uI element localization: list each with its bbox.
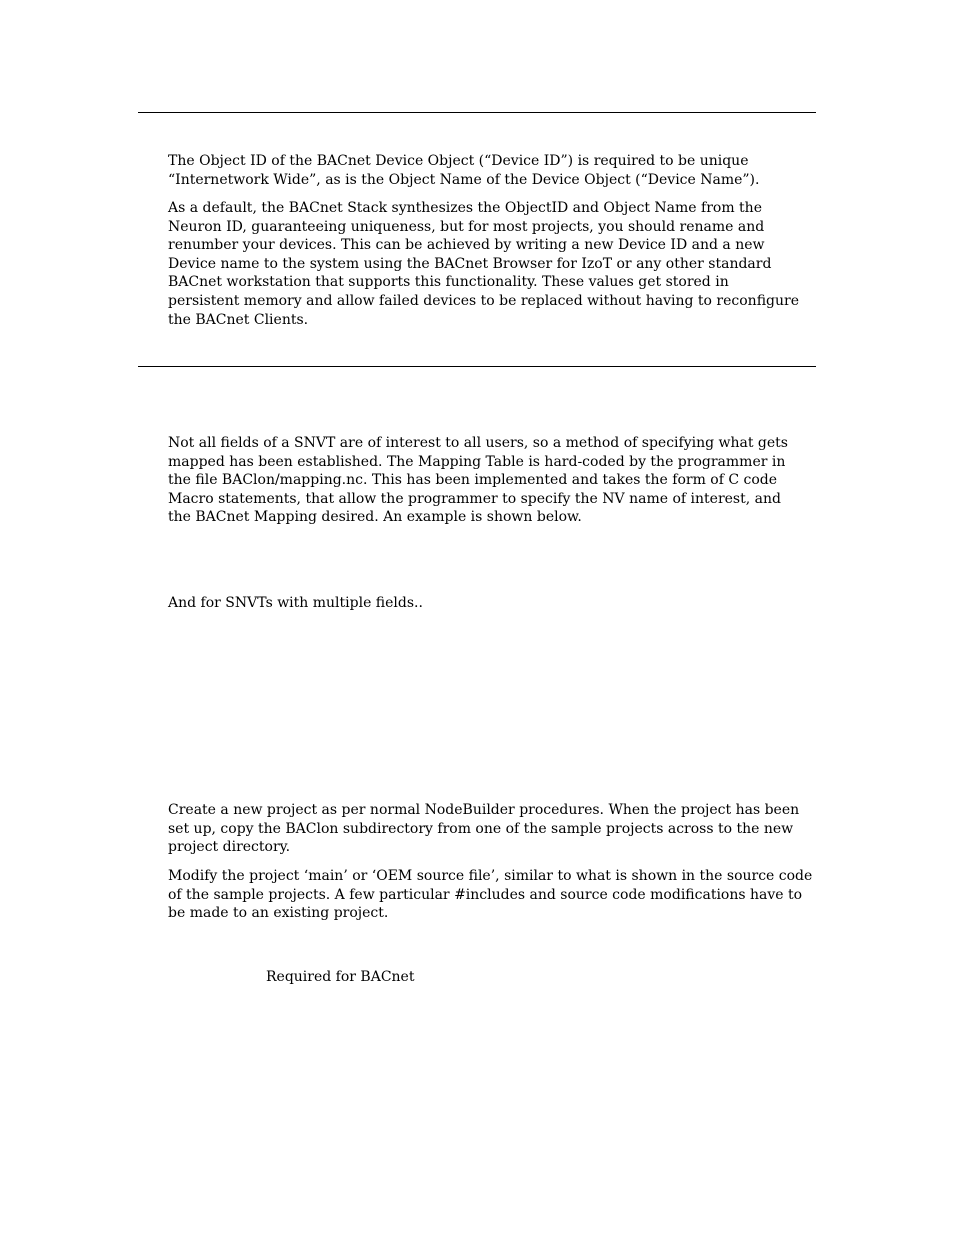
- text-line: And for SNVTs with multiple fields..: [168, 595, 423, 611]
- project-paragraph-2: [168, 867, 818, 923]
- text-line: As a default, the BACnet Stack synthesizes the ObjectID and Object Name from the: [168, 200, 762, 216]
- mapping-paragraph-2: [168, 594, 818, 613]
- text-line: Not all fields of a SNVT are of interest to all users, so a method of specifying what gets: [168, 435, 788, 451]
- text-line: “Internetwork Wide”, as is the Object Name of the Device Object (“Device Name”).: [168, 171, 760, 188]
- text-line: The Object ID of the BACnet Device Object (“Device ID”) is required to be unique: [168, 153, 749, 169]
- text-line: Modify the project ‘main’ or ‘OEM source file’, similar to what is shown in the source code: [168, 868, 813, 884]
- project-paragraph-1: [168, 801, 818, 857]
- device-id-paragraph-2: [168, 199, 818, 329]
- mapping-paragraph-1: [168, 434, 818, 527]
- text-line: Neuron ID, guaranteeing uniqueness, but for most projects, you should rename and: [168, 218, 765, 235]
- text-line: the BACnet Clients.: [168, 311, 309, 328]
- text-line: BACnet workstation that supports this functionality. These values get stored in: [168, 274, 729, 291]
- text-line: the file BAClon/mapping.nc. This has been implemented and takes the form of C code: [168, 472, 778, 489]
- text-line: Macro statements, that allow the programmer to specify the NV name of interest, and: [168, 490, 781, 507]
- text-line: renumber your devices. This can be achieved by writing a new Device ID and a new: [168, 237, 765, 254]
- text-line: mapped has been established. The Mapping Table is hard-coded by the programmer in: [168, 453, 786, 470]
- device-id-paragraph-1: [168, 152, 818, 189]
- text-line: Create a new project as per normal NodeBuilder procedures. When the project has been: [168, 802, 800, 818]
- text-line: the BACnet Mapping desired. An example is shown below.: [168, 509, 582, 526]
- text-line: Device name to the system using the BACnet Browser for IzoT or any other standard: [168, 255, 772, 272]
- section-divider: [138, 366, 816, 367]
- bacnet-requirement-note: Required for BACnet: [266, 969, 415, 985]
- text-line: persistent memory and allow failed devices to be replaced without having to reconfigure: [168, 292, 799, 309]
- text-line: of the sample projects. A few particular #includes and source code modifications have to: [168, 886, 803, 903]
- text-line: project directory.: [168, 839, 291, 856]
- text-line: set up, copy the BAClon subdirectory from one of the sample projects across to the new: [168, 820, 794, 837]
- section-divider: [138, 112, 816, 113]
- text-line: be made to an existing project.: [168, 905, 389, 922]
